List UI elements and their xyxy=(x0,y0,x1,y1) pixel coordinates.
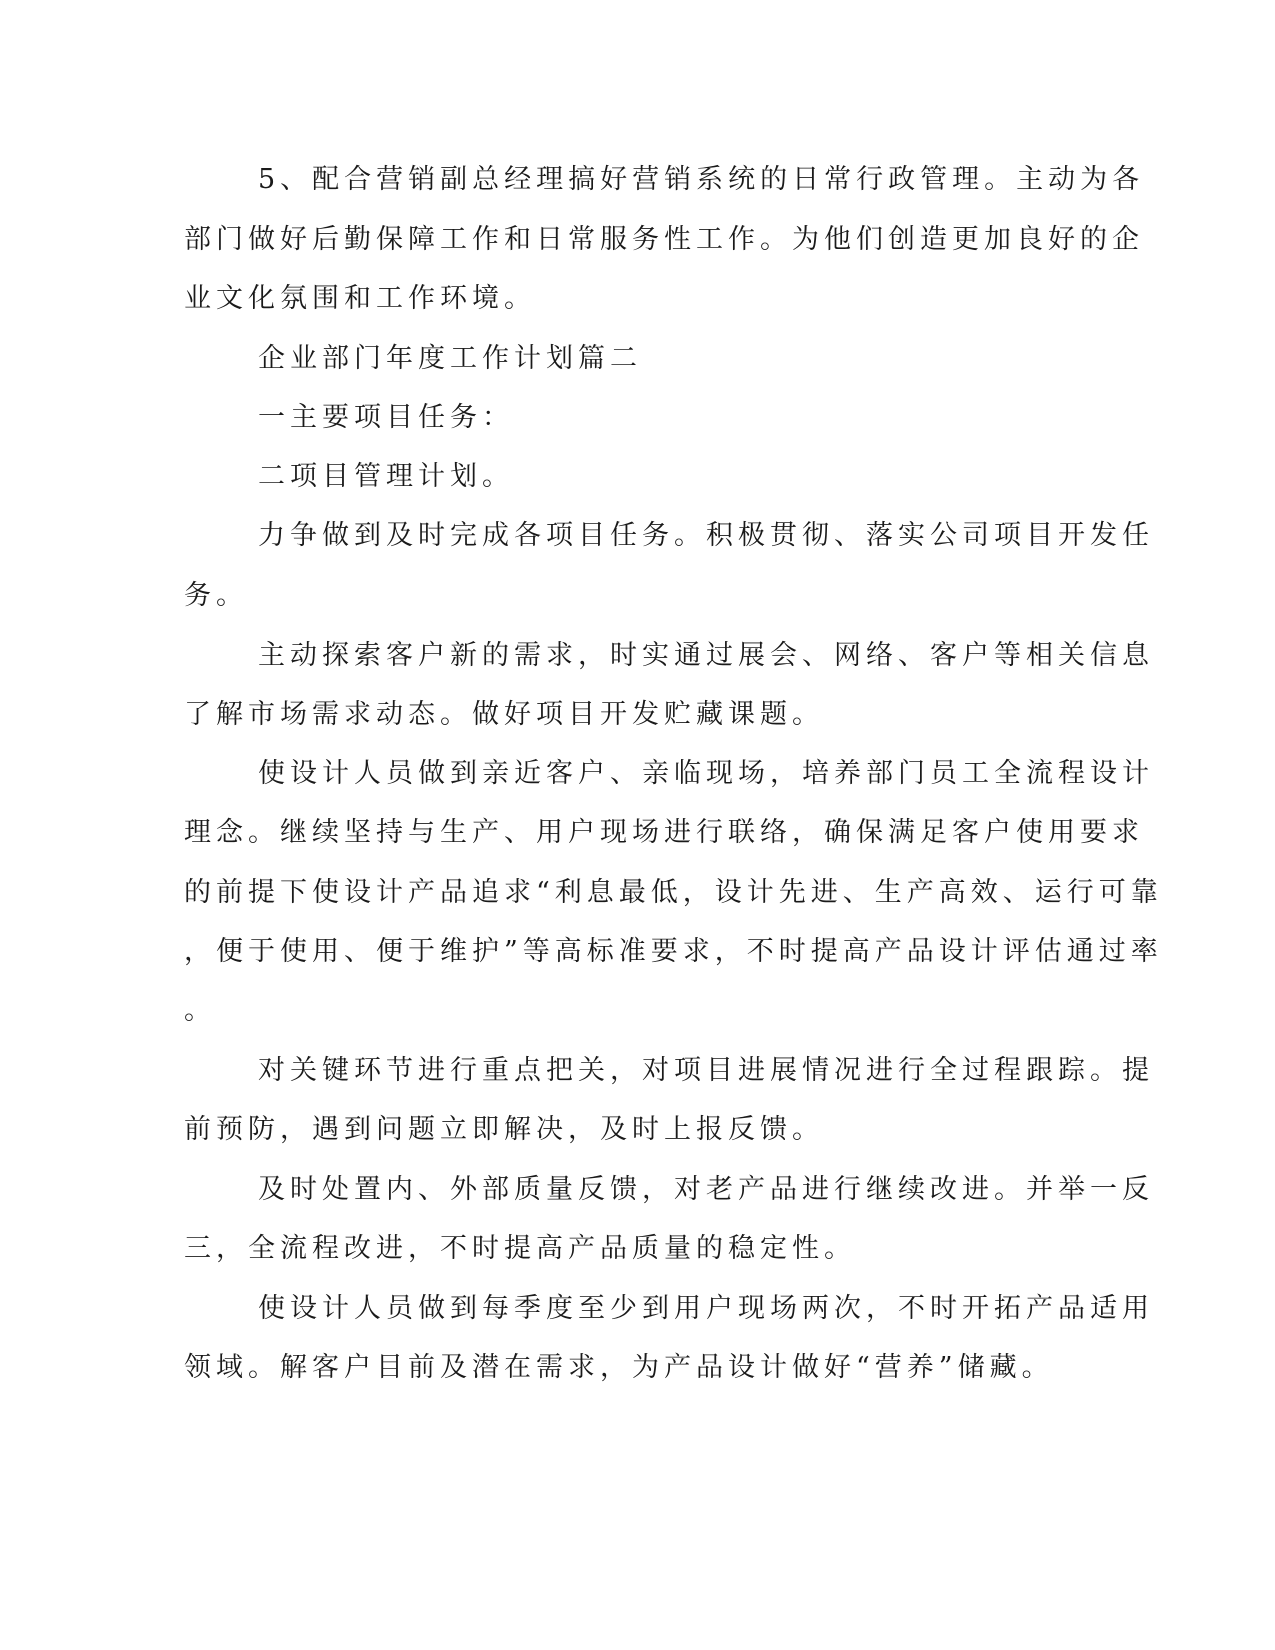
paragraph-6-line-1: 及时处置内、外部质量反馈，对老产品进行继续改进。并举一反 xyxy=(258,1174,1154,1205)
heading-management-plan: 二项目管理计划。 xyxy=(258,461,514,492)
paragraph-5-line-2: 前预防，遇到问题立即解决，及时上报反馈。 xyxy=(184,1114,824,1145)
paragraph-5-line-1: 对关键环节进行重点把关，对项目进展情况进行全过程跟踪。提 xyxy=(258,1055,1154,1086)
paragraph-6-line-2: 三，全流程改进，不时提高产品质量的稳定性。 xyxy=(184,1233,856,1264)
paragraph-2-line-2: 务。 xyxy=(184,580,248,611)
paragraph-3-line-2: 了解市场需求动态。做好项目开发贮藏课题。 xyxy=(184,699,824,730)
section-heading: 企业部门年度工作计划篇二 xyxy=(258,343,642,374)
paragraph-1-line-3: 业文化氛围和工作环境。 xyxy=(184,283,536,314)
paragraph-3-line-1: 主动探索客户新的需求，时实通过展会、网络、客户等相关信息 xyxy=(258,640,1154,671)
heading-main-tasks: 一主要项目任务： xyxy=(258,402,514,433)
paragraph-1-line-2: 部门做好后勤保障工作和日常服务性工作。为他们创造更加良好的企 xyxy=(184,224,1144,255)
paragraph-4-line-3: 的前提下使设计产品追求“利息最低，设计先进、生产高效、运行可靠 xyxy=(184,877,1163,908)
paragraph-1-line-1: 5、配合营销副总经理搞好营销系统的日常行政管理。主动为各 xyxy=(258,164,1145,195)
paragraph-7-line-1: 使设计人员做到每季度至少到用户现场两次，不时开拓产品适用 xyxy=(258,1293,1154,1324)
paragraph-2-line-1: 力争做到及时完成各项目任务。积极贯彻、落实公司项目开发任 xyxy=(258,520,1154,551)
paragraph-4-line-1: 使设计人员做到亲近客户、亲临现场，培养部门员工全流程设计 xyxy=(258,758,1154,789)
paragraph-4-line-2: 理念。继续坚持与生产、用户现场进行联络，确保满足客户使用要求 xyxy=(184,817,1144,848)
paragraph-4-line-4: ，便于使用、便于维护”等高标准要求，不时提高产品设计评估通过率 xyxy=(184,936,1163,967)
paragraph-4-line-5: 。 xyxy=(184,995,216,1026)
paragraph-7-line-2: 领域。解客户目前及潜在需求，为产品设计做好“营养”储藏。 xyxy=(184,1352,1054,1383)
